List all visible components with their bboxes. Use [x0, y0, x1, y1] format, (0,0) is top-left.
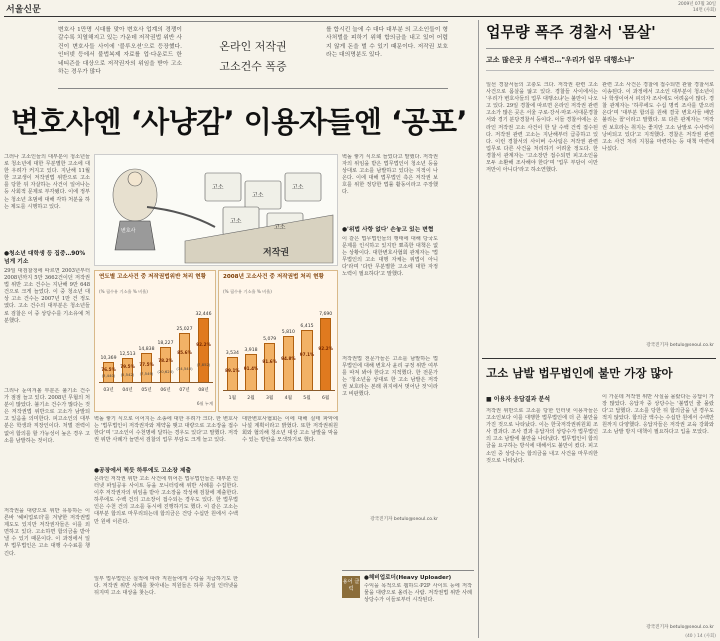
chart2-tick-label: 4월	[284, 396, 293, 401]
chart1-title: 연도별 고소사건 중 저작권법위반 처리 현황	[99, 274, 207, 280]
chart2-tick-label: 2월	[247, 396, 255, 401]
illu-label-5: 고소	[274, 224, 286, 231]
chart1-pct-label: 85.6%	[177, 350, 192, 356]
chart2-bar	[227, 357, 239, 391]
left-col1-p2: 29일 대검찰청에 따르면 2003년부터 2008년까지 5만 3662건이던 저작권법 위반 고소 건수는 지난해 9만 648건으로 크게 늘었다. 이 중 청소년 대상 고소 건수는 2007년 1만 건 정도였다. 고소 건수의 대부분은 청소년들로 검찰은 이 중 상당수를 기소유예 처분했다.	[4, 268, 90, 324]
chart1-bar	[160, 347, 172, 383]
right1-col2: 관련 고소 사건은 경찰에 접수되면 관할 경찰서로 이송된다. 이 과정에서 고소인 대부분이 청소년이나 학생이어서 피의자 조사에도 어려움이 많다. 경찰 관계자는 '하루에도 수십 명씩 조사를 받으러 온다'며 '대부분 합의를 원해 결국 변호사들 배만 불리는 꼴'이라고 말했다. 또 다른 관계자는 '저작권 보호라는 취지는 좋지만 고소 남발로 수사력이 낭비되고 있다'고 지적했다. 경찰은 저작권 관련 고소 사건 처리 지침을 마련하는 등 대책 마련에 나섰다.	[602, 82, 714, 152]
term-text: 수익을 목적으로 웹하드·P2P 사이트 등에 저작물을 대량으로 올리는 사람. 저작권법 위반 사례 상당수가 이들로부터 시작된다.	[364, 583, 472, 604]
illu-label-2: 고소	[252, 192, 264, 199]
chart1-value-label: 10,369	[100, 356, 117, 362]
left-col1-p4: 저작권을 대량으로 위반 유통하는 이른바 '헤비업로더'를 겨냥한 저작권법 제도도 있지만 저작권자들은 이를 외면하고 있다. 고소하면 합의금을 받아낼 수 있기 때문이다. 이 과정에서 일부 법무법인은 고소 대행 수수료를 챙긴다.	[4, 508, 90, 557]
left-col-4	[440, 154, 474, 564]
chart2-tick-label: 1월	[228, 396, 237, 401]
right1-byline: 강국진기자 betulo@seoul.co.kr	[646, 343, 714, 348]
illustration	[94, 154, 338, 266]
right2-col2: 이 가운데 저작권 위반 사실을 몰랐다는 응답이 가장 많았다. 응답자 중 상당수는 '불법인 줄 몰랐다'고 답했다. 고소를 당한 뒤 합의금을 낸 경우도 적지 않았다. 합의금 액수는 수십만 원에서 수백만 원까지 다양했다. 응답자들은 저작권 교육 강화와 고소 남발 방지 대책이 필요하다고 입을 모았다.	[602, 394, 714, 436]
illu-label-1: 고소	[212, 184, 224, 191]
chart1-category-note: 6월 누계	[196, 401, 213, 406]
chart1-tick-label: 05년	[141, 388, 152, 393]
teaser-intro: 변호사 1만명 시대를 맞아 변호사 업계의 경쟁이 갈수록 치열해지고 있는 가운데 저작권법 위반 사건이 변호사들 사이에 '블루오션'으로 등장했다. 인터넷 등에서 불법복제 자료를 업·다운로드 한 네티즌을 대상으로 저작권자의 위임을 받아 고소하는 경우가 많다	[58, 27, 182, 76]
chart2-pct-label: 89.1%	[225, 367, 240, 373]
right2-headline: 고소 남발 법무법인에 불만 가장 많아	[486, 366, 673, 380]
left-col3-p2: 이 같은 법무법인들의 행태에 대해 당국도 문제를 인식하고 있지만 뾰족한 대책은 없는 상황이다. 대한변호사협회 관계자는 '법무법인의 고소 대행 자체는 위법이 아니다'라며 '다만 무분별한 고소에 대한 자정 노력이 필요하다'고 말했다.	[342, 236, 438, 278]
term-box-label: 용어 클릭	[342, 576, 360, 598]
chart-1	[94, 270, 216, 412]
right-section-rule	[482, 358, 716, 359]
left-col3-subhead: ●'위법 사항 없다' 손놓고 있는 변협	[342, 227, 434, 233]
chart1-tick-label: 06년	[160, 388, 171, 393]
chart1-pct-label: 77.5%	[139, 361, 154, 367]
paper-name: 서울신문	[6, 5, 41, 15]
illu-label-3: 고소	[292, 184, 304, 191]
chart2-tick-label: 6월	[321, 396, 330, 401]
illu-caption: 저작권	[263, 248, 290, 258]
page-ref: (40 ) 14 (사회)	[685, 634, 716, 639]
chart2-tick-label: 3월	[265, 396, 274, 401]
right1-headline: 업무량 폭주 경찰서 '몸살'	[486, 23, 656, 41]
chart2-bar	[245, 354, 257, 391]
chart1-subtitle: (% 필수유 기소율 % 비율)	[99, 289, 148, 294]
right1-rule-2	[486, 70, 714, 71]
chart2-value-label: 6,415	[300, 324, 314, 330]
chart1-value-label: 14,838	[138, 347, 155, 353]
left-col3-p3: 저작권법 전문가들은 고소를 남발하는 법무법인에 대해 변호사 윤리 규정 위반 여부를 따져 봐야 한다고 지적했다. 한 전문가는 '청소년을 상대로 한 고소 남발은 저작권 보호라는 본래 취지에서 벗어난 것'이라고 비판했다.	[342, 356, 438, 398]
chart1-bar	[198, 318, 210, 383]
chart1-pct-label: 78.2%	[158, 357, 173, 363]
teaser-title-2: 고소건수 폭증	[219, 60, 287, 73]
chart1-extra-label: (7,549)	[139, 370, 154, 376]
chart1-bar	[179, 333, 191, 383]
right1-col1: 일선 경찰서들의 고충도 크다. 저작권 관련 고소 사건으로 몸살을 앓고 있다. 경찰들 사이에서는 '우리가 변호사들의 업무 대행소냐'는 불만이 나오고 있다. 29일 경찰에 따르면 온라인 저작권 관련 고소가 많은 곳은 서울 구로·강서·마포·서대문경찰서와 경기 분당경찰서 등이다. 이들 경찰서에는 온라인 저작권 고소 사건이 한 달 수백 건씩 접수된다. 저작권 관련 고소는 지난해부터 급증하고 있다. 이런 경찰서의 사이버 수사팀은 저작권 관련 업무로 다른 사건을 처리하기 어려울 정도다. 한 경찰서 관계자는 '고소장만 접수되면 피고소인을 모두 소환해 조사해야 한다'며 '업무 부담이 이만저만이 아니다'라고 하소연했다.	[486, 82, 598, 174]
right1-subhead: 고소 많은곳 月 수백건…"우리가 업무 대행소냐"	[486, 56, 635, 64]
right1-rule	[486, 48, 714, 49]
main-headline: 변호사엔 ‘사냥감’ 이용자들엔 ‘공포’	[10, 105, 468, 139]
page-divider	[478, 20, 479, 638]
right2-sub: ■ 이용자 응답결과 분석	[486, 396, 551, 403]
chart1-x-axis	[99, 382, 213, 383]
chart1-pct-label: 92.2%	[196, 342, 211, 348]
chart2-bar	[264, 343, 276, 391]
chart1-value-label: 18,227	[157, 340, 174, 346]
chart2-value-label: 3,534	[225, 351, 239, 357]
teaser-title-1: 온라인 저작권	[219, 40, 287, 53]
left-col2-subhead: ●공장에서 찍듯 하루에도 고소장 제출	[94, 468, 192, 474]
teaser-box	[58, 21, 448, 89]
left-byline: 강국진기자 betulo@seoul.co.kr	[370, 517, 438, 522]
chart2-value-label: 3,918	[244, 347, 258, 353]
chart2-title: 2008년 고소사건 중 저작권법 처리 현황	[223, 274, 324, 280]
chart-2	[218, 270, 338, 412]
chart1-tick-label: 03년	[103, 388, 114, 393]
chart1-extra-label: (34,540)	[176, 365, 193, 371]
term-box	[342, 570, 474, 632]
chart1-value-label: 25,027	[176, 326, 193, 332]
chart2-pct-label: 97.1%	[299, 352, 315, 358]
left-col2-p3: 일부 법무법인은 실적에 따라 직원들에게 수당을 지급하기도 한다. 저작권 위반 사례를 찾아내는 직원들은 하루 종일 인터넷을 뒤지며 고소 대상을 찾는다.	[94, 576, 238, 597]
left-col-3-lower	[242, 416, 338, 632]
left-col-1	[4, 154, 90, 632]
masthead-rule	[4, 16, 716, 17]
chart1-extra-label: (3,440)	[101, 372, 116, 378]
chart1-extra-label: (7,852)	[196, 361, 211, 367]
illu-label-4: 고소	[230, 218, 242, 225]
chart2-bar	[283, 336, 295, 391]
chart2-value-label: 5,810	[281, 329, 295, 335]
left-col3-p4: 대한변호사협회는 이에 대해 실태 파악에 나설 계획이라고 밝혔다. 또한 저작권위원회와 협의해 청소년 대상 고소 남발을 막을 수 있는 방안을 모색하기로 했다.	[242, 416, 338, 444]
chart1-value-label: 12,513	[119, 351, 136, 357]
right2-byline: 강국진기자 betulo@seoul.co.kr	[646, 625, 714, 630]
left-col2-p1: 벽돌 쌓기 식으로 이어지는 소송에 대한 우려가 크다. 한 변호사는 '법무법인이 저작권자와 계약을 맺고 대량으로 고소장을 접수한다'며 '고소인이 수천명에 달하는 경우도 있다'고 말했다. 저작권 위반 사례가 늘면서 검찰의 업무 부담도 크게 늘고 있다.	[94, 416, 238, 444]
chart1-bar	[122, 358, 134, 383]
teaser-right: 를 합시킨 늘에 수 대다 대부분 의 고소인들이 형사처벌을 피하기 위해 합의금을 내고 있어 어렵지 않게 돈을 벌 수 있기 때문이다. 저작권 보호라는 대의명분도 있다.	[326, 27, 448, 59]
chart2-bar	[320, 318, 332, 391]
chart2-x-axis	[223, 390, 335, 391]
chart1-tick-label: 04년	[122, 388, 133, 393]
chart2-pct-label: 92.2%	[318, 345, 333, 351]
illu-side-text: 변호사	[121, 228, 136, 234]
courthouse-illustration	[95, 155, 338, 266]
chart1-tick-label: 07년	[179, 388, 190, 393]
left-col1-p1: 그러나 고소인들의 대부분이 청소년들로 청소년에 대한 무분별한 고소에 대한 우려가 커지고 있다. 지난해 11월 한 고교생이 저작권법 위반으로 고소를 당한 뒤 자살하는 사건이 일어나는 등 사회적 문제로 부각됐다. 이에 정부는 청소년 초범에 대해 각하 처분을 하는 제도를 시행하고 있다.	[4, 154, 90, 210]
chart1-value-label: 32,446	[195, 312, 212, 318]
chart1-pct-label: 79.5%	[120, 364, 135, 370]
chart1-tick-label: 08년	[198, 388, 209, 393]
term-title: ●헤비업로더(Heavy Uploader)	[364, 575, 452, 581]
left-col3-p1: 벽돌 쌓기 식으로 늘었다고 말했다. 저작권자의 위임을 받은 법무법인이 청소년 등을 상대로 고소를 남발하고 있다는 지적이 나온다. 이에 대해 법무법인 측은 저작권 보호를 위한 정당한 법률 활동이라고 주장했다.	[342, 154, 438, 196]
chart2-pct-label: 91.6%	[262, 359, 277, 365]
chart2-plot	[223, 301, 335, 401]
left-col1-subhead: ●청소년 대학생 등 집중…90%넘게 기소	[4, 251, 86, 265]
chart2-tick-label: 5월	[303, 396, 311, 401]
edition-info: 2009년 07월 30일 14면 (사회)	[678, 2, 716, 13]
chart2-bar	[301, 330, 313, 391]
left-col-2	[94, 416, 238, 632]
chart1-extra-label: (20,620)	[157, 368, 174, 374]
chart2-pct-label: 91.4%	[243, 365, 259, 371]
chart1-plot	[99, 301, 213, 393]
left-col1-p3: 그리나 눈여겨볼 부분은 불기소 건수가 점점 늘고 있다. 2008년 무혐의 처분이 많았다. 불기소 건수가 많다는 것은 저작권법 위반으로 고소가 남발되고 있음을 의미한다. 피고소인의 대부분은 학생과 직장인이다. 처벌 전력이 없어 합의를 할 가능성이 높은 경우 고소를 남발하는 것이다.	[4, 388, 90, 444]
chart1-bar	[141, 353, 153, 383]
chart2-pct-label: 94.8%	[281, 355, 296, 361]
chart1-pct-label: 76.5%	[101, 366, 116, 372]
right2-col1: 저작권 위반으로 고소를 당한 인터넷 이용자들은 고소인보다 이를 대행한 법무법인에 더 큰 불만을 가진 것으로 나타났다. 이는 한국저작권위원회 조사 결과다. 조사 결과 응답자의 상당수가 법무법인의 고소 남발에 불만을 나타냈다. 법무법인이 합의금을 요구하는 방식에 대해서도 불만이 컸다. 피고소인 중 상당수는 합의금을 내고 사건을 마무리한 것으로 나타났다.	[486, 408, 598, 464]
chart2-value-label: 7,690	[319, 311, 333, 317]
left-col2-p2: 온라인 저작권 위반 고소 사건에 뛰어든 법무법인들은 대부분 인터넷 파일공유 사이트 등을 모니터링해 위반 사례를 수집한다. 이후 저작권자의 위임을 받아 고소장을 작성해 검찰에 제출한다. 하루에도 수백 건의 고소장이 접수되는 경우도 있다. 한 법무법인은 수천 건의 고소를 동시에 진행하기도 했다. 이 같은 고소는 대부분 합의로 마무리되는데 합의금은 건당 수십만 원에서 수백만 원에 이른다.	[94, 476, 238, 525]
left-col-3	[342, 154, 438, 632]
chart1-extra-label: (5,542)	[120, 371, 135, 377]
chart2-subtitle: (% 필수유 기소율 % 비율)	[223, 289, 272, 294]
chart2-value-label: 5,079	[263, 336, 277, 342]
